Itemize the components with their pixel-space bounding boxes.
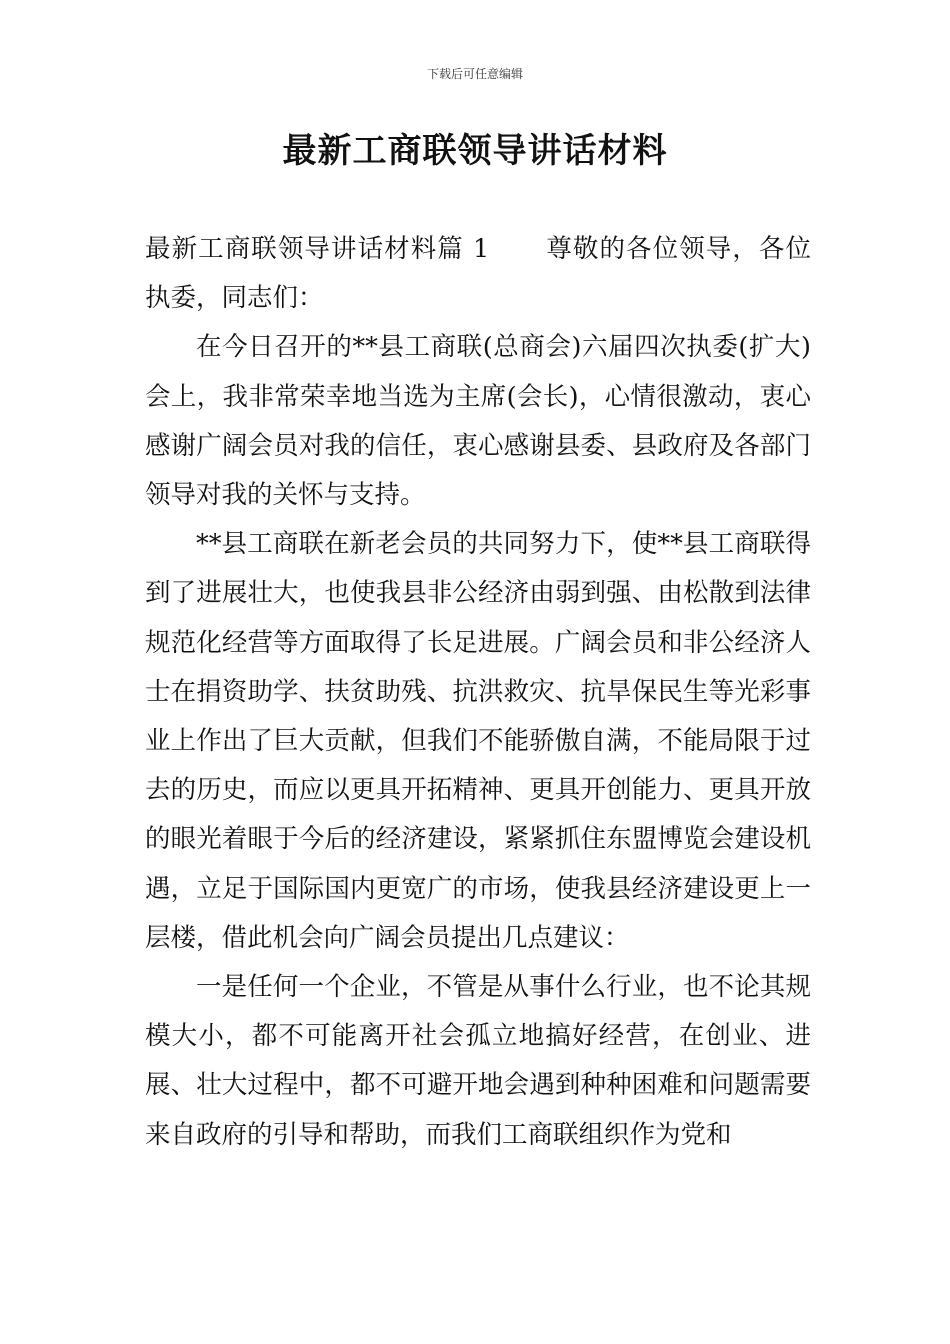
opening-line bbox=[145, 225, 811, 323]
document-body bbox=[145, 225, 811, 1160]
document-title: 最新工商联领导讲话材料 bbox=[282, 131, 668, 171]
paragraph-3: 一是任何一个企业，不管是从事什么行业，也不论其规模大小，都不可能离开社会孤立地搞好经营，在创业、进展、壮大过程中，都不可避开地会遇到种种困难和问题需要来自政府的引导和帮助，而我们工商联组织作为党和 bbox=[145, 972, 811, 1150]
section-heading: 最新工商联领导讲话材料篇 1 bbox=[145, 234, 490, 264]
salutation: 尊敬的各位领导，各位执委，同志们： bbox=[145, 234, 811, 314]
paragraph-1: 在今日召开的**县工商联(总商会)六届四次执委(扩大)会上，我非常荣幸地当选为主席(会长)，心情很激动，衷心感谢广阔会员对我的信任，衷心感谢县委、县政府及各部门领导对我的关怀与支持。 bbox=[145, 332, 811, 511]
paragraph-2: **县工商联在新老会员的共同努力下，使**县工商联得到了进展壮大，也使我县非公经济由弱到强、由松散到法律规范化经营等方面取得了长足进展。广阔会员和非公经济人士在捐资助学、扶贫助残、抗洪救灾、抗旱保民生等光彩事业上作出了巨大贡献，但我们不能骄傲自满，不能局限于过去的历史，而应以更具开拓精神、更具开创能力、更具开放的眼光着眼于今后的经济建设，紧紧抓住东盟博览会建设机遇，立足于国际国内更宽广的市场，使我县经济建设更上一层楼，借此机会向广阔会员提出几点建议： bbox=[145, 529, 811, 953]
header-note: 下载后可任意编辑 bbox=[426, 67, 523, 81]
